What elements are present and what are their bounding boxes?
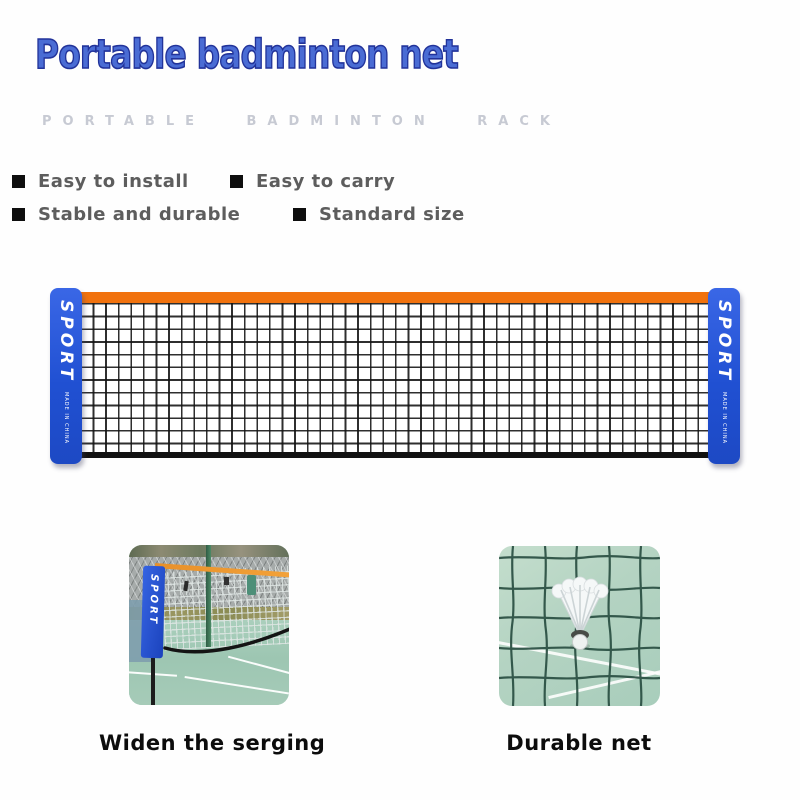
square-bullet-icon bbox=[12, 175, 25, 188]
square-bullet-icon bbox=[293, 208, 306, 221]
feature-easy-to-carry bbox=[230, 171, 395, 192]
brand-label: SPORT bbox=[56, 300, 76, 384]
feature-standard-size bbox=[293, 204, 465, 225]
shuttlecock-icon bbox=[551, 576, 609, 656]
photo-durable-net bbox=[499, 546, 660, 706]
photo-widen-the-serging bbox=[129, 545, 289, 705]
feature-stable-durable bbox=[12, 204, 240, 225]
origin-label: MADE IN CHINA bbox=[63, 392, 69, 445]
feature-label: Easy to install bbox=[38, 171, 189, 192]
caption-durable-net: Durable net bbox=[506, 731, 652, 755]
feature-label: Stable and durable bbox=[38, 204, 241, 225]
feature-easy-to-install bbox=[12, 171, 189, 192]
center-pole bbox=[206, 545, 211, 647]
sport-side-band bbox=[141, 566, 165, 659]
fence-clip bbox=[224, 577, 229, 585]
net-top-orange-band bbox=[80, 292, 710, 303]
towel-on-fence bbox=[247, 575, 256, 595]
feature-label: Standard size bbox=[319, 204, 465, 225]
net-body bbox=[80, 292, 710, 458]
net-left-pole-band bbox=[50, 288, 82, 464]
brand-label: SPORT bbox=[147, 573, 160, 627]
net-product-illustration bbox=[50, 288, 740, 468]
origin-label: MADE IN CHINA bbox=[721, 392, 727, 445]
net-mesh-grid bbox=[80, 303, 710, 452]
page-subtitle: PORTABLE BADMINTON RACK bbox=[42, 114, 561, 129]
page-title: Portable badminton net bbox=[35, 32, 459, 78]
brand-label: SPORT bbox=[714, 300, 734, 384]
square-bullet-icon bbox=[12, 208, 25, 221]
feature-label: Easy to carry bbox=[256, 171, 396, 192]
caption-widen-the-serging: Widen the serging bbox=[99, 731, 326, 755]
side-pole bbox=[151, 657, 155, 705]
square-bullet-icon bbox=[230, 175, 243, 188]
net-bottom-band bbox=[80, 452, 710, 458]
net-right-pole-band bbox=[708, 288, 740, 464]
